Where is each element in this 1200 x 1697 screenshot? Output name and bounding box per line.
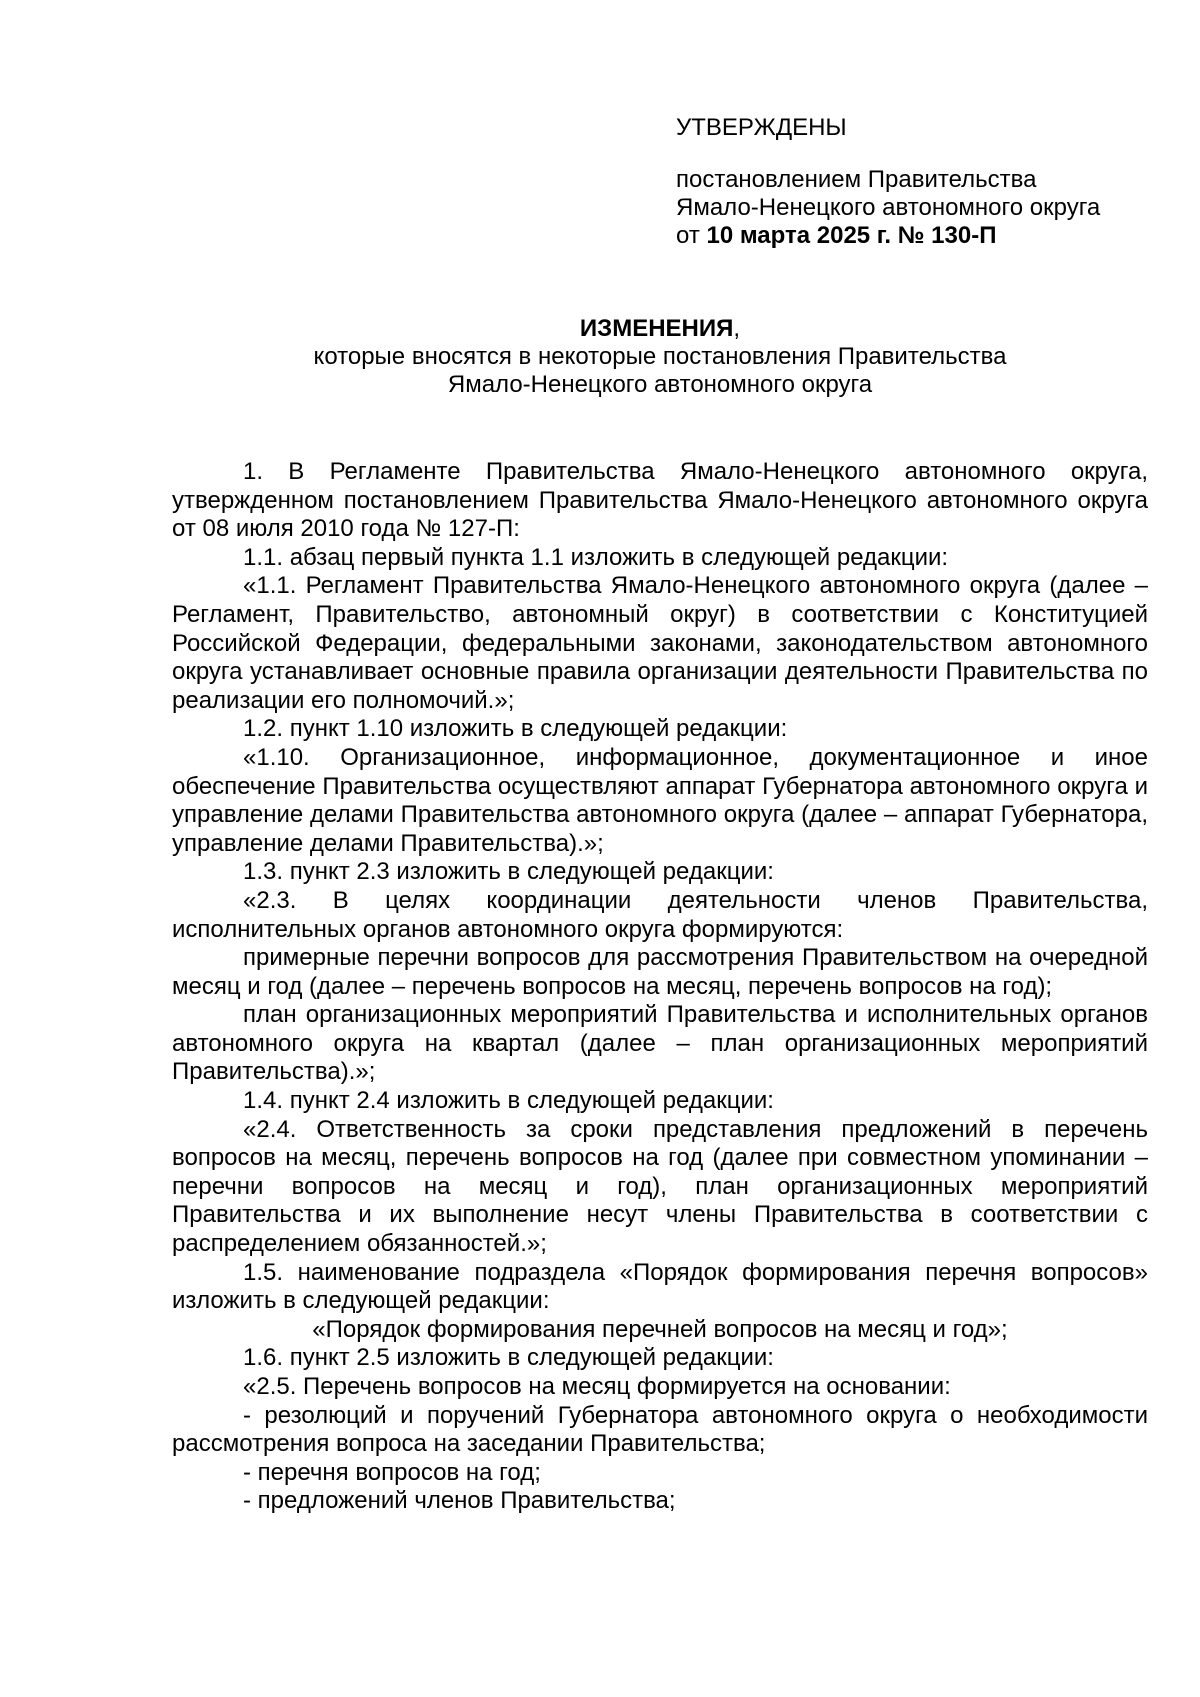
document-body <box>172 458 1148 1516</box>
paragraph-1-3: 1.3. пункт 2.3 изложить в следующей редакции: <box>243 858 774 886</box>
approval-stamp: УТВЕРЖДЕНЫ <box>676 114 847 141</box>
approval-date-prefix: от <box>676 222 707 249</box>
approval-block <box>676 114 1176 250</box>
approval-line-1: постановлением Правительства <box>676 166 1037 193</box>
approval-date-line <box>676 222 1176 250</box>
paragraph-1: 1. В Регламенте Правительства Ямало-Ненецкого автономного округа, утвержденном постановлением Правительства Ямало-Ненецкого автономного округа от 08 июля 2010 года № 127-П: <box>172 458 1148 543</box>
approval-date: 10 марта 2025 г. № 130-П <box>706 222 997 249</box>
heading-title: ИЗМЕНЕНИЯ <box>579 315 734 342</box>
heading-title-suffix: , <box>733 315 741 342</box>
paragraph-1-1: 1.1. абзац первый пункта 1.1 изложить в следующей редакции: <box>243 543 949 571</box>
paragraph-1-2-text: «1.10. Организационное, информационное, документационное и иное обеспечение Правительства осуществляют аппарат Губернатора автономного округа и управление делами Правительства автономного округа (далее – аппарат Губернатора, управление делами Правительства).»; <box>172 743 1148 857</box>
paragraph-1-3-item-1: примерные перечни вопросов для рассмотрения Правительством на очередной месяц и год (далее – перечень вопросов на месяц, перечень вопросов на год); <box>172 944 1148 1000</box>
approval-line-2: Ямало-Ненецкого автономного округа <box>676 194 1101 221</box>
paragraph-1-6: 1.6. пункт 2.5 изложить в следующей редакции: <box>243 1344 774 1372</box>
paragraph-1-4: 1.4. пункт 2.4 изложить в следующей редакции: <box>243 1087 774 1115</box>
paragraph-1-1-text: «1.1. Регламент Правительства Ямало-Ненецкого автономного округа (далее – Регламент, Правительство, автономный округ) в соответствии с Конституцией Российской Федерации, федеральными законами, законодательством автономного округа устанавливает основные правила организации деятельности Правительства по реализации его полномочий.»; <box>172 572 1148 714</box>
paragraph-1-6-item-1: - резолюций и поручений Губернатора автономного округа о необходимости рассмотрения вопроса на заседании Правительства; <box>172 1401 1148 1458</box>
paragraph-1-4-text: «2.4. Ответственность за сроки представления предложений в перечень вопросов на месяц, перечень вопросов на год (далее при совместном упоминании – перечни вопросов на месяц и год), план организационных мероприятий Правительства и их выполнение несут члены Правительства в соответствии с распределением обязанностей.»; <box>172 1115 1148 1258</box>
paragraph-1-3-item-2: план организационных мероприятий Правительства и исполнительных органов автономного округа на квартал (далее – план организационных мероприятий Правительства).»; <box>172 1001 1148 1086</box>
paragraph-1-3-text: «2.3. В целях координации деятельности членов Правительства, исполнительных органов автономного округа формируются: <box>172 886 1148 943</box>
paragraph-1-5: 1.5. наименование подраздела «Порядок формирования перечня вопросов» изложить в следующей редакции: <box>172 1258 1148 1315</box>
paragraph-1-5-text: «Порядок формирования перечней вопросов на месяц и год»; <box>312 1315 1008 1343</box>
paragraph-1-2: 1.2. пункт 1.10 изложить в следующей редакции: <box>243 715 788 743</box>
paragraph-1-6-item-3: - предложений членов Правительства; <box>243 1487 676 1515</box>
paragraph-1-6-item-2: - перечня вопросов на год; <box>243 1458 541 1486</box>
paragraph-1-6-text: «2.5. Перечень вопросов на месяц формируется на основании: <box>243 1373 951 1400</box>
document-heading <box>172 315 1148 399</box>
heading-subtitle-line-2: Ямало-Ненецкого автономного округа <box>447 371 873 398</box>
heading-subtitle-line-1: которые вносятся в некоторые постановления Правительства <box>313 343 1007 370</box>
heading-title-line <box>172 315 1148 343</box>
